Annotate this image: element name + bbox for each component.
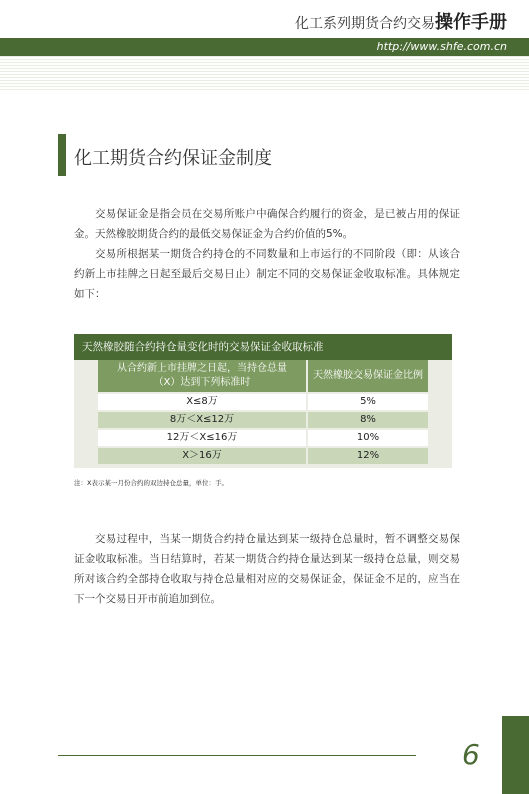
table-row-4-position: X＞16万 bbox=[98, 448, 306, 464]
paragraph-1: 交易保证金是指会员在交易所账户中确保合约履行的资金，是已被占用的保证金。天然橡胶期货合约的最低交易保证金为合约价值的5%。 bbox=[74, 208, 460, 240]
header-series: 化工系列期货合约交易 bbox=[295, 16, 435, 32]
table-row-1-position: X≤8万 bbox=[98, 394, 306, 410]
table-header-position bbox=[98, 360, 306, 392]
footer-accent-block bbox=[502, 716, 529, 794]
table-header-position-text: 从合约新上市挂牌之日起，当持仓总量（X）达到下列标准时 bbox=[117, 363, 287, 388]
footer-rule bbox=[58, 755, 416, 756]
table-note: 注：X表示某一月份合约的双边持仓总量，单位：手。 bbox=[74, 479, 228, 487]
header-title bbox=[295, 8, 507, 34]
table-row-1-ratio: 5% bbox=[308, 394, 428, 410]
header-stripes bbox=[0, 56, 529, 90]
page-number: 6 bbox=[462, 738, 480, 771]
paragraph-2: 交易所根据某一期货合约持仓的不同数量和上市运行的不同阶段（即：从该合约新上市挂牌之日起至最后交易日止）制定不同的交易保证金收取标准。具体规定如下： bbox=[74, 248, 460, 300]
section-title: 化工期货合约保证金制度 bbox=[74, 148, 272, 169]
section-accent-bar bbox=[58, 134, 66, 176]
table-row-2-position: 8万＜X≤12万 bbox=[98, 412, 306, 428]
paragraph-3: 交易过程中，当某一期货合约持仓量达到某一级持仓总量时，暂不调整交易保证金收取标准。当日结算时，若某一期货合约持仓量达到某一级持仓总量，则交易所对该合约全部持仓收取与持仓总量相对应的交易保证金，保证金不足的，应当在下一个交易日开市前追加到位。 bbox=[74, 533, 460, 605]
table-title: 天然橡胶随合约持仓量变化时的交易保证金收取标准 bbox=[74, 334, 452, 360]
table-row-4-ratio: 12% bbox=[308, 448, 428, 464]
table-row-2-ratio: 8% bbox=[308, 412, 428, 428]
table-row-3-ratio: 10% bbox=[308, 430, 428, 446]
table-header-ratio-text: 天然橡胶交易保证金比例 bbox=[313, 370, 423, 381]
table-row-3-position: 12万＜X≤16万 bbox=[98, 430, 306, 446]
margin-table bbox=[74, 334, 452, 468]
table-header-ratio bbox=[308, 360, 428, 392]
header-book: 操作手册 bbox=[435, 12, 507, 33]
header-url[interactable]: http://www.shfe.com.cn bbox=[376, 40, 507, 53]
